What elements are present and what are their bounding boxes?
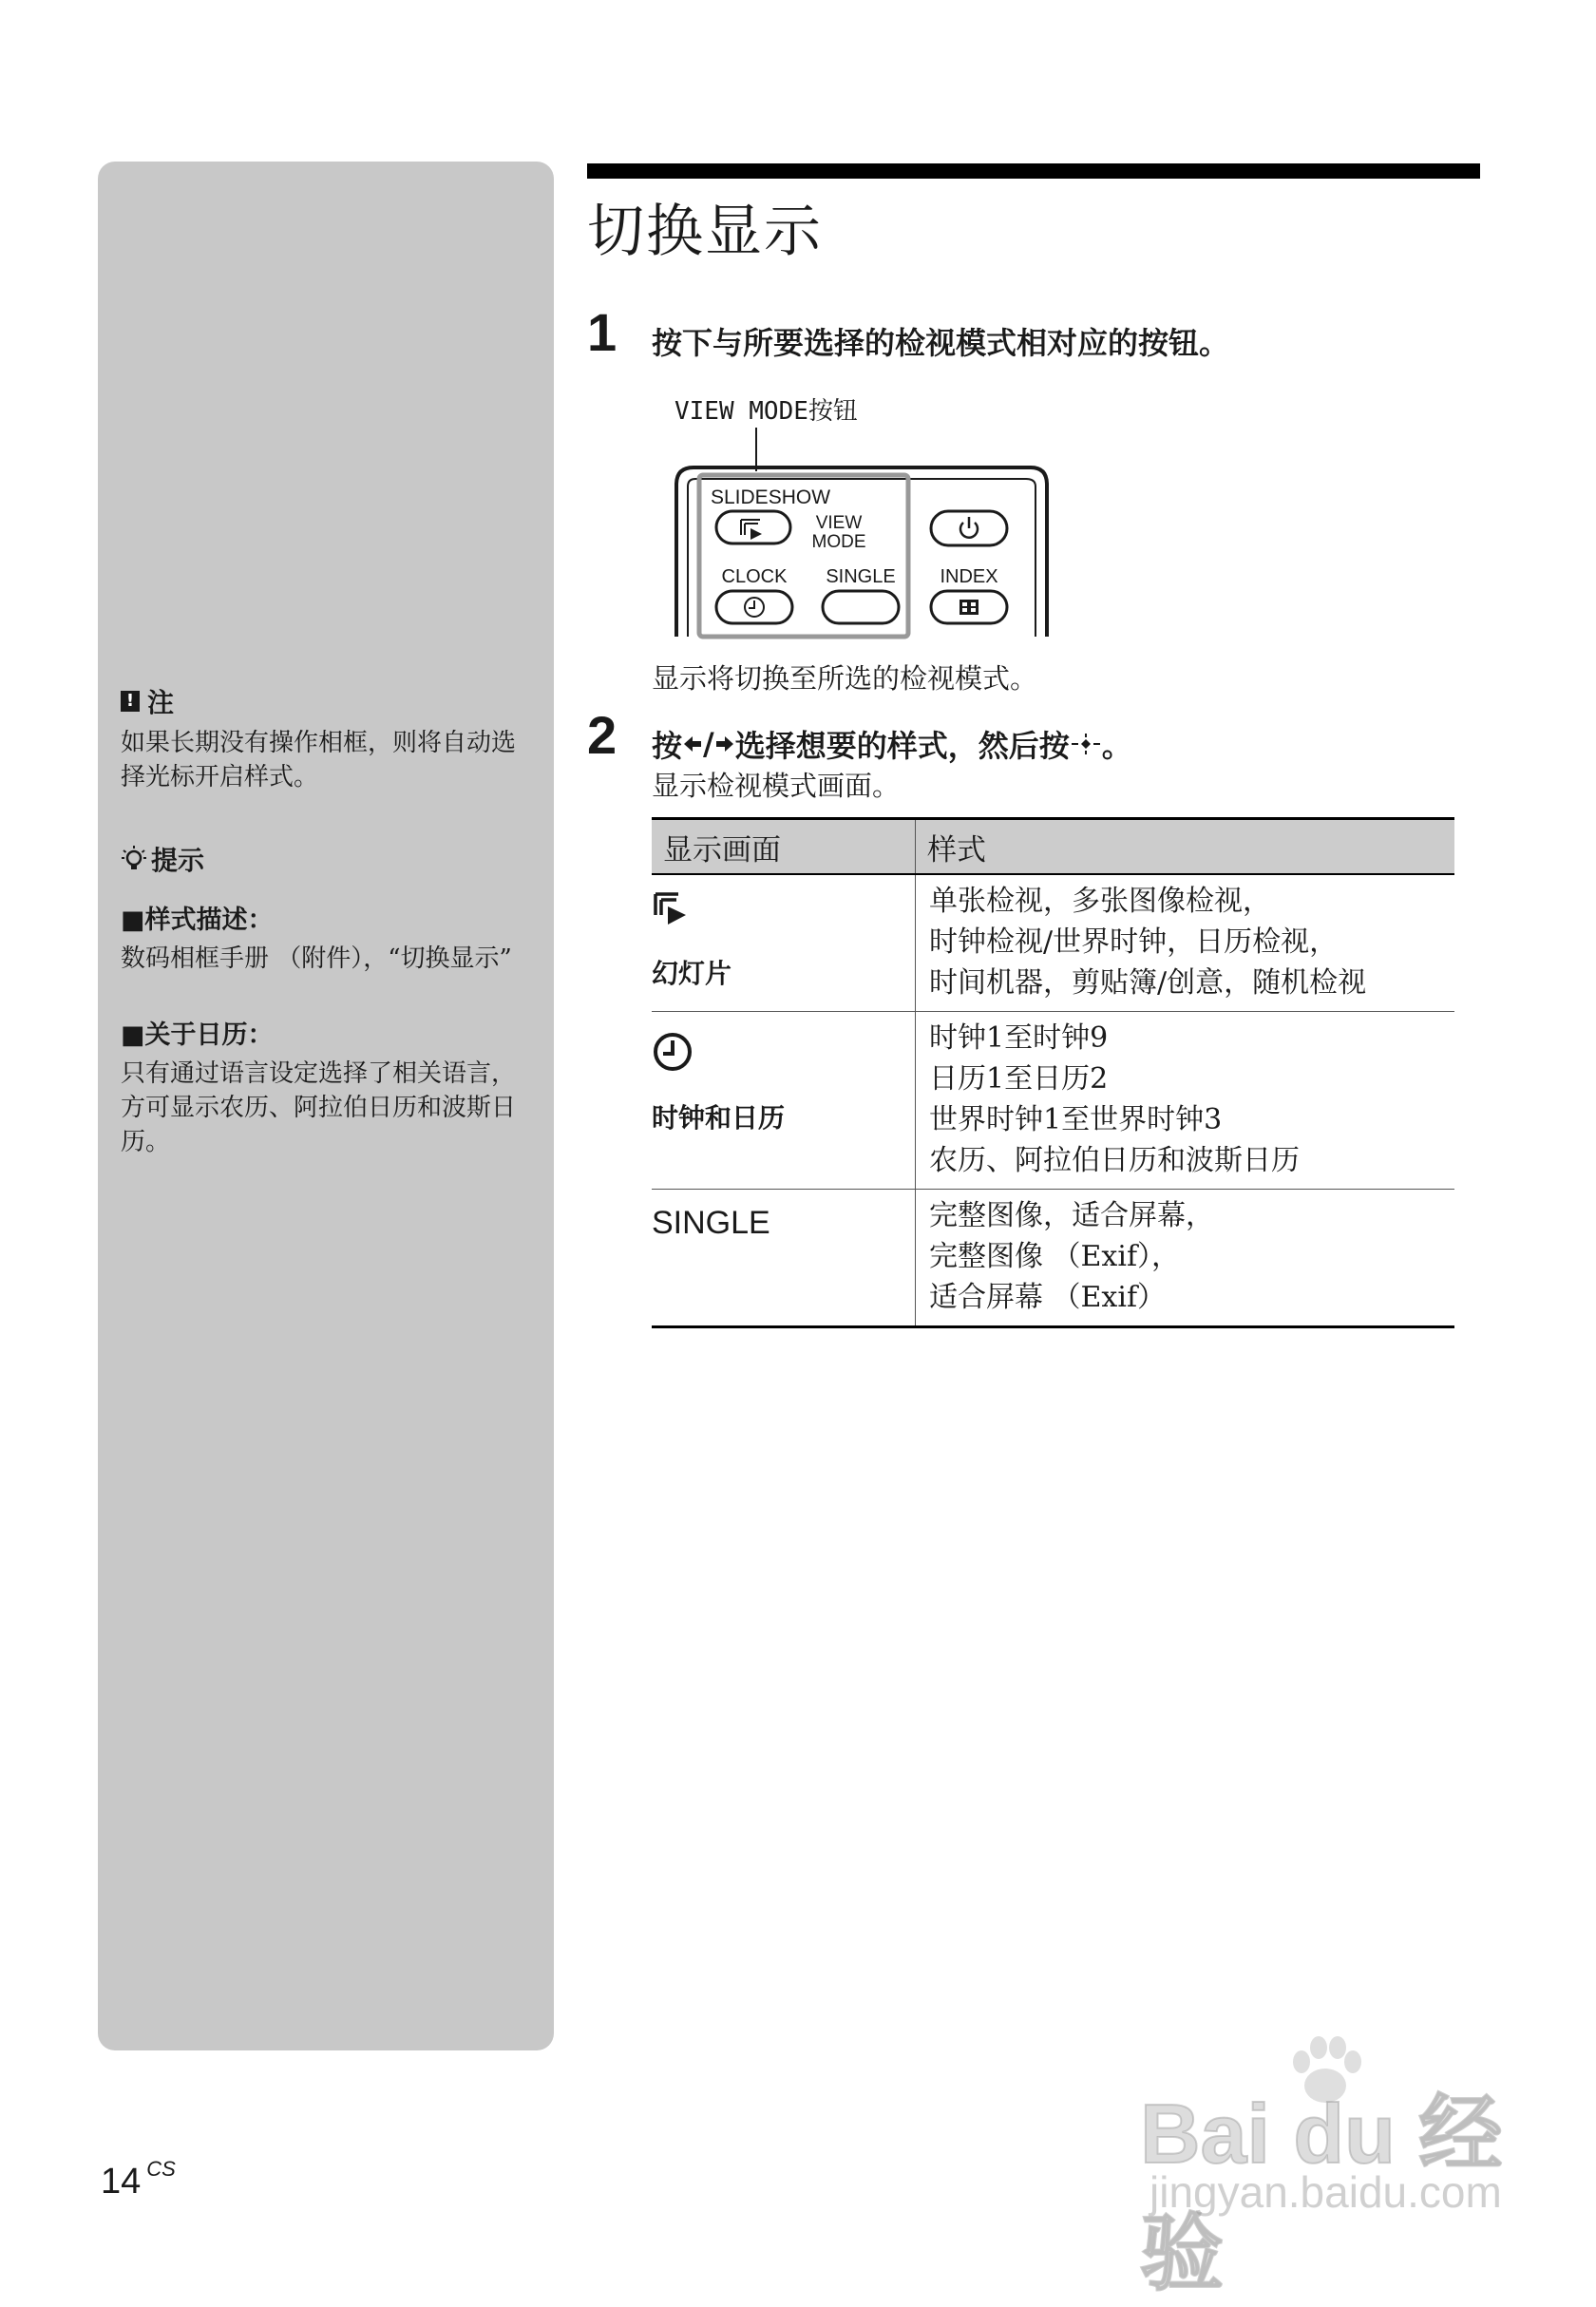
- table-row: [652, 1012, 1454, 1190]
- mode-name: 幻灯片: [652, 958, 732, 989]
- page-number: [101, 2157, 176, 2202]
- remote-single-label: SINGLE: [826, 566, 896, 587]
- table-cell-mode: [652, 1190, 916, 1327]
- lightbulb-icon: [121, 845, 147, 873]
- mode-name: 时钟和日历: [652, 1102, 786, 1134]
- step-1-result: 显示将切换至所选的检视模式。: [652, 662, 1038, 695]
- view-mode-table: [652, 817, 1454, 1328]
- hint-item-text: 数码相框手册 （附件），“切换显示”: [121, 944, 512, 973]
- remote-clock-button: [716, 591, 792, 623]
- step-2-text-mid: /: [703, 726, 714, 762]
- table-header-style: 样式: [916, 819, 1455, 875]
- note-icon: !: [121, 691, 140, 712]
- table-cell-mode: [652, 874, 916, 1012]
- step-1-text: 按下与所要选择的检视模式相对应的按钮。: [652, 325, 1230, 361]
- title-rule: [587, 163, 1480, 179]
- hint-item: [121, 899, 529, 976]
- clock-icon: [652, 1031, 694, 1073]
- style-line: 时钟1至时钟9: [929, 1021, 1109, 1055]
- style-line: 完整图像 （Exif），: [929, 1240, 1181, 1273]
- slideshow-icon: [652, 890, 690, 928]
- table-row: [652, 874, 1454, 1012]
- style-line: 世界时钟1至世界时钟3: [929, 1103, 1223, 1136]
- page-title: 切换显示: [587, 199, 823, 265]
- style-line: 时钟检视/世界时钟，日历检视，: [929, 925, 1339, 959]
- table-header-row: [652, 819, 1454, 875]
- remote-clock-label: CLOCK: [721, 566, 788, 587]
- step-2-text: [652, 722, 1132, 766]
- note-heading: [121, 682, 529, 720]
- sidebar-panel: [98, 162, 554, 2050]
- style-line: 时间机器，剪贴簿/创意，随机检视: [929, 966, 1367, 1000]
- step-2-result: 显示检视模式画面。: [652, 770, 901, 802]
- style-line: 完整图像，适合屏幕，: [929, 1199, 1214, 1232]
- table-cell-styles: [916, 874, 1455, 1012]
- remote-mode-label: MODE: [811, 532, 866, 552]
- view-mode-callout: VIEW MODE按钮: [674, 397, 858, 426]
- mode-name: SINGLE: [652, 1205, 770, 1241]
- page-number-value: 14: [101, 2162, 142, 2202]
- enter-button-icon: [1070, 732, 1102, 756]
- table-cell-mode: [652, 1012, 916, 1190]
- step-2-text-pre: 按: [652, 728, 683, 764]
- table-cell-styles: [916, 1012, 1455, 1190]
- remote-slideshow-button: [716, 511, 790, 543]
- watermark-url: jingyan.baidu.com: [1150, 2167, 1502, 2217]
- arrow-right-icon: [714, 734, 735, 754]
- remote-power-button: [931, 511, 1007, 545]
- step-2-text-post: 选择想要的样式，然后按: [734, 728, 1070, 764]
- remote-index-label: INDEX: [940, 566, 998, 587]
- hint-item-title: ■样式描述：: [121, 906, 274, 935]
- step-1-number: 1: [587, 302, 618, 362]
- style-line: 农历、阿拉伯日历和波斯日历: [929, 1144, 1300, 1177]
- table-cell-styles: [916, 1190, 1455, 1327]
- remote-slideshow-label: SLIDESHOW: [711, 486, 831, 508]
- hint-block: [121, 840, 529, 1159]
- step-2-text-end: 。: [1101, 728, 1132, 764]
- hint-item: [121, 1014, 529, 1159]
- arrow-left-icon: [682, 734, 703, 754]
- step-2-number: 2: [587, 705, 618, 765]
- note-block: [121, 682, 529, 794]
- note-text: 如果长期没有操作相框，则将自动选择光标开启样式。: [121, 729, 517, 791]
- table-header-screen: 显示画面: [652, 819, 916, 875]
- page-lang-code: CS: [146, 2157, 176, 2181]
- remote-single-button: [823, 591, 899, 623]
- hint-heading: [121, 840, 529, 878]
- remote-view-label: VIEW: [815, 513, 863, 533]
- hint-heading-label: 提示: [151, 845, 205, 876]
- note-heading-label: 注: [147, 687, 175, 718]
- baidu-watermark: [1140, 2033, 1520, 2300]
- style-line: 适合屏幕 （Exif）: [929, 1281, 1167, 1314]
- hint-item-text: 只有通过语言设定选择了相关语言，方可显示农历、阿拉伯日历和波斯日历。: [121, 1059, 517, 1156]
- remote-control-illustration: [665, 428, 1054, 650]
- remote-index-button: [931, 591, 1007, 623]
- style-line: 日历1至日历2: [929, 1062, 1109, 1096]
- watermark-brand: Bai du 经验: [1140, 2087, 1503, 2300]
- table-row: [652, 1190, 1454, 1327]
- hint-item-title: ■关于日历：: [121, 1020, 274, 1050]
- style-line: 单张检视，多张图像检视，: [929, 885, 1271, 918]
